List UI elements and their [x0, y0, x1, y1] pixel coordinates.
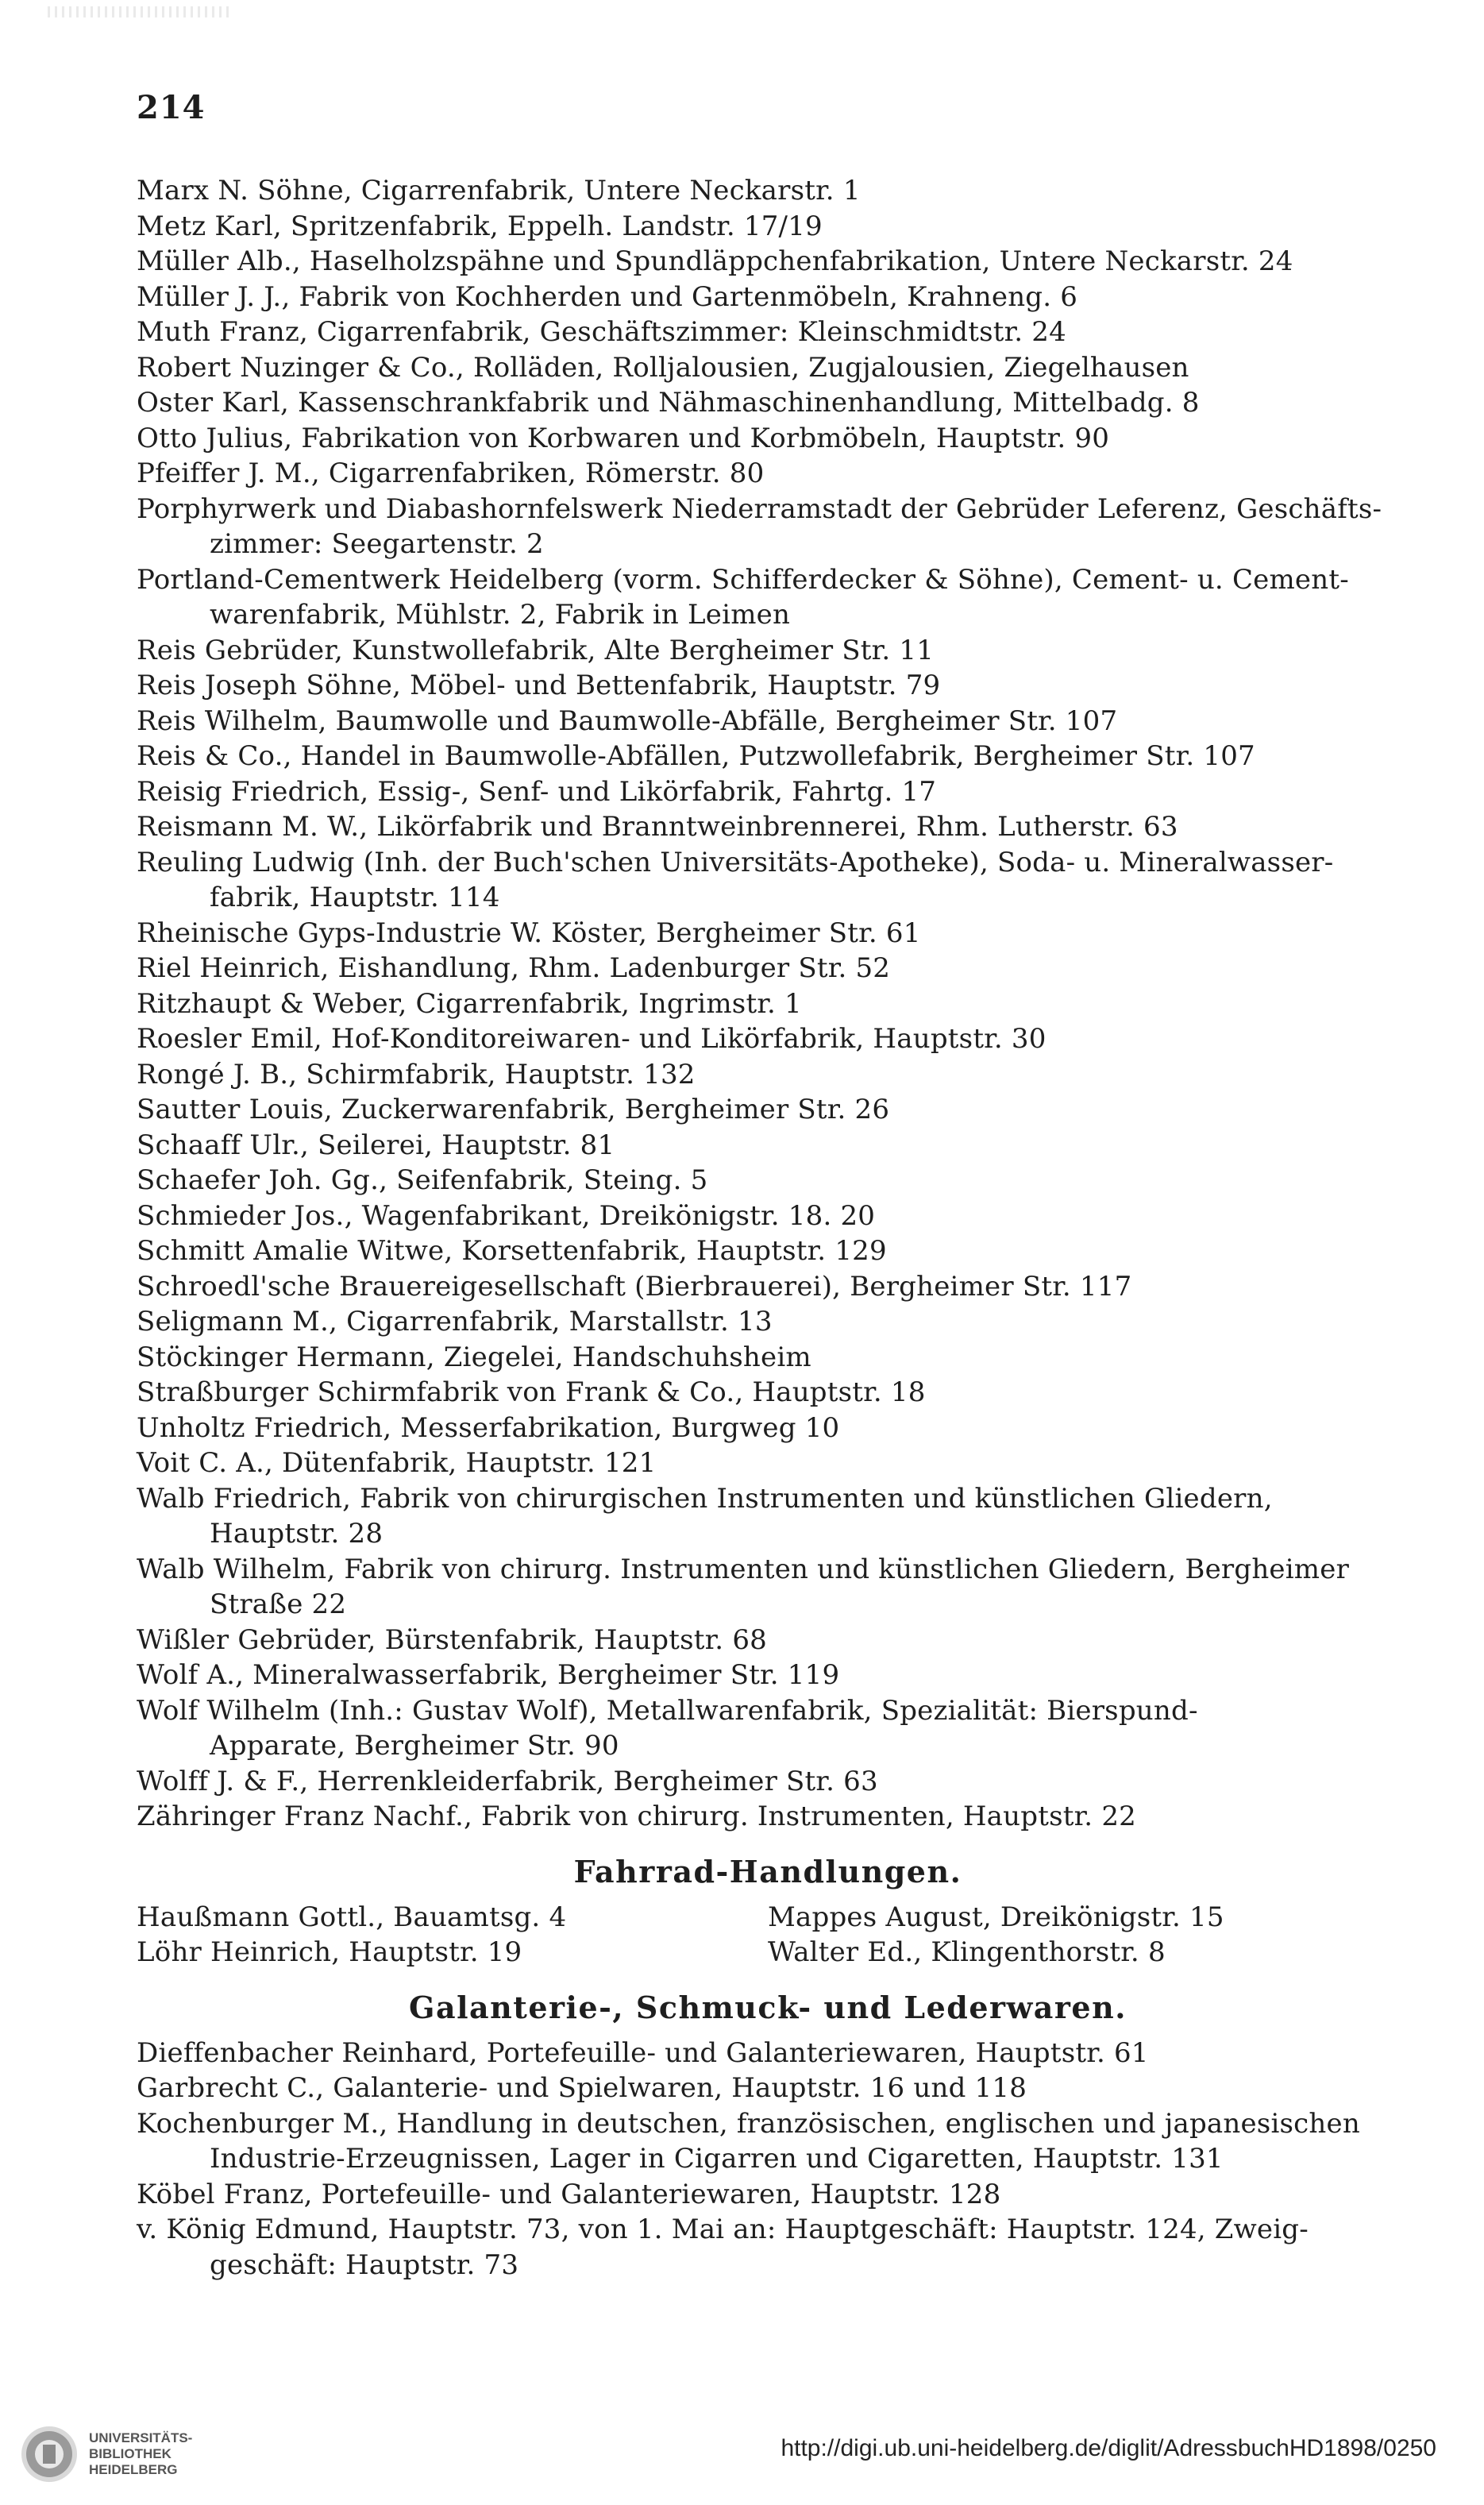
directory-entry — [137, 1658, 1399, 1693]
footer — [0, 2418, 1484, 2505]
directory-entry — [137, 1375, 1399, 1411]
directory-entry — [137, 2106, 1399, 2177]
entry-text: Marx N. Söhne, Cigarrenfabrik, Untere Neckarstr. 1 — [137, 175, 861, 206]
directory-entry — [137, 280, 1399, 315]
entry-text: Müller J. J., Fabrik von Kochherden und Gartenmöbeln, Krahneng. 6 — [137, 280, 1078, 313]
directory-entry — [137, 1021, 1399, 1057]
bicycle-dealers-left-column — [137, 1900, 768, 1970]
directory-entry — [137, 809, 1399, 845]
bicycle-dealer-entry: Haußmann Gottl., Bauamtsg. 4 — [137, 1901, 567, 1933]
directory-entry — [137, 1623, 1399, 1658]
entry-text: Walb Wilhelm, Fabrik von chirurg. Instrumenten und künstlichen Gliedern, Bergheimer — [137, 1553, 1350, 1585]
bicycle-dealer-entry: Löhr Heinrich, Hauptstr. 19 — [137, 1936, 522, 1968]
bicycle-dealers-right-column — [768, 1900, 1399, 1970]
section-heading-galanterie: Galanterie-, Schmuck- und Lederwaren. — [409, 1989, 1127, 2025]
entry-text: Garbrecht C., Galanterie- und Spielwaren, Hauptstr. 16 und 118 — [137, 2072, 1027, 2104]
scan-edge-artifact — [48, 6, 230, 17]
entry-text: Reis & Co., Handel in Baumwolle-Abfällen, Putzwollefabrik, Bergheimer Str. 107 — [137, 740, 1255, 772]
directory-entry — [137, 2036, 1399, 2071]
directory-entry — [137, 951, 1399, 986]
page-number: 214 — [137, 89, 206, 126]
directory-entry — [137, 421, 1399, 457]
entry-continuation: Straße 22 — [210, 1588, 347, 1620]
entry-text: Seligmann M., Cigarrenfabrik, Marstallstr. 13 — [137, 1306, 773, 1337]
directory-entry — [137, 2177, 1399, 2213]
directory-entry — [137, 1764, 1399, 1800]
entry-text: v. König Edmund, Hauptstr. 73, von 1. Mai an: Hauptgeschäft: Hauptstr. 124, Zweig- — [137, 2214, 1309, 2245]
entry-text: Wolf Wilhelm (Inh.: Gustav Wolf), Metallwarenfabrik, Spezialität: Bierspund- — [137, 1694, 1198, 1727]
entry-continuation: warenfabrik, Mühlstr. 2, Fabrik in Leimen — [210, 599, 791, 631]
directory-entry — [137, 1233, 1399, 1269]
entry-text: Otto Julius, Fabrikation von Korbwaren und Korbmöbeln, Hauptstr. 90 — [137, 422, 1110, 454]
entry-continuation: Hauptstr. 28 — [210, 1518, 384, 1550]
entry-text: Wolf A., Mineralwasserfabrik, Bergheimer Str. 119 — [137, 1659, 840, 1691]
entry-text: Schmitt Amalie Witwe, Korsettenfabrik, Hauptstr. 129 — [137, 1235, 887, 1267]
directory-entry — [137, 668, 1399, 704]
entry-text: Schaaff Ulr., Seilerei, Hauptstr. 81 — [137, 1129, 615, 1161]
entry-text: Rheinische Gyps-Industrie W. Köster, Bergheimer Str. 61 — [137, 917, 921, 949]
directory-entry — [137, 1445, 1399, 1481]
directory-entry — [137, 1198, 1399, 1234]
source-url-link[interactable]: http://digi.ub.uni-heidelberg.de/diglit/AdressbuchHD1898/0250 — [781, 2435, 1436, 2461]
entry-text: Porphyrwerk und Diabashornfelswerk Niederramstadt der Gebrüder Leferenz, Geschäfts- — [137, 492, 1382, 525]
entry-text: Oster Karl, Kassenschrankfabrik und Nähmaschinenhandlung, Mittelbadg. 8 — [137, 387, 1200, 419]
entry-text: Walb Friedrich, Fabrik von chirurgischen Instrumenten und künstlichen Gliedern, — [137, 1482, 1273, 1515]
directory-entry — [137, 562, 1399, 633]
entry-text: Reuling Ludwig (Inh. der Buch'schen Universitäts-Apotheke), Soda- u. Mineralwasser- — [137, 846, 1334, 878]
entry-text: Sautter Louis, Zuckerwarenfabrik, Bergheimer Str. 26 — [137, 1094, 890, 1125]
library-name — [89, 2430, 192, 2478]
directory-entry — [137, 1799, 1399, 1835]
directory-entry — [137, 704, 1399, 739]
entry-text: Metz Karl, Spritzenfabrik, Eppelh. Landstr. 17/19 — [137, 210, 823, 242]
library-name-line: BIBLIOTHEK — [89, 2446, 172, 2461]
entry-text: Reismann M. W., Likörfabrik und Branntweinbrennerei, Rhm. Lutherstr. 63 — [137, 811, 1178, 843]
directory-entry — [137, 916, 1399, 951]
entry-text: Roesler Emil, Hof-Konditoreiwaren- und Likörfabrik, Hauptstr. 30 — [137, 1023, 1047, 1055]
directory-entry — [137, 633, 1399, 669]
directory-entry — [137, 2071, 1399, 2106]
bicycle-dealer-entry: Walter Ed., Klingenthorstr. 8 — [768, 1936, 1166, 1968]
directory-entry — [137, 1340, 1399, 1376]
entry-continuation: fabrik, Hauptstr. 114 — [210, 882, 500, 913]
entry-text: Muth Franz, Cigarrenfabrik, Geschäftszimmer: Kleinschmidtstr. 24 — [137, 316, 1066, 348]
library-logo — [19, 2424, 192, 2484]
directory-entry — [137, 1693, 1399, 1764]
directory-entry — [137, 774, 1399, 810]
library-name-line: UNIVERSITÄTS- — [89, 2430, 193, 2445]
entry-text: Stöckinger Hermann, Ziegelei, Handschuhsheim — [137, 1341, 811, 1373]
entry-text: Köbel Franz, Portefeuille- und Galanteriewaren, Hauptstr. 128 — [137, 2178, 1001, 2210]
directory-entry — [137, 1057, 1399, 1093]
directory-entry — [137, 385, 1399, 421]
directory-entry — [137, 2212, 1399, 2283]
directory-entry — [137, 173, 1399, 209]
entry-text: Reis Gebrüder, Kunstwollefabrik, Alte Bergheimer Str. 11 — [137, 634, 935, 666]
directory-entry — [137, 1092, 1399, 1128]
directory-entry — [137, 350, 1399, 386]
entry-continuation: Apparate, Bergheimer Str. 90 — [210, 1730, 619, 1762]
directory-entry — [137, 315, 1399, 350]
directory-column — [137, 173, 1399, 2283]
directory-entry — [137, 244, 1399, 280]
entry-text: Schmieder Jos., Wagenfabrikant, Dreikönigstr. 18. 20 — [137, 1199, 876, 1232]
directory-entry — [137, 1163, 1399, 1198]
entry-text: Zähringer Franz Nachf., Fabrik von chirurg. Instrumenten, Hauptstr. 22 — [137, 1801, 1136, 1832]
directory-entry — [137, 456, 1399, 492]
directory-entry — [137, 1481, 1399, 1552]
directory-entry — [137, 845, 1399, 916]
entry-text: Müller Alb., Haselholzspähne und Spundläppchenfabrikation, Untere Neckarstr. 24 — [137, 245, 1293, 277]
entry-text: Wolff J. & F., Herrenkleiderfabrik, Bergheimer Str. 63 — [137, 1765, 878, 1797]
entry-text: Voit C. A., Dütenfabrik, Hauptstr. 121 — [137, 1447, 657, 1479]
entry-text: Reisig Friedrich, Essig-, Senf- und Likörfabrik, Fahrtg. 17 — [137, 775, 937, 808]
library-seal-icon — [19, 2424, 79, 2484]
directory-entry — [137, 1269, 1399, 1305]
entry-text: Schaefer Joh. Gg., Seifenfabrik, Steing. 5 — [137, 1164, 708, 1196]
library-name-line: HEIDELBERG — [89, 2462, 178, 2477]
entry-text: Portland-Cementwerk Heidelberg (vorm. Schifferdecker & Söhne), Cement- u. Cement- — [137, 563, 1349, 596]
bicycle-dealers-list — [137, 1900, 1399, 1970]
entry-text: Robert Nuzinger & Co., Rolläden, Rolljalousien, Zugjalousien, Ziegelhausen — [137, 351, 1189, 384]
entry-text: Schroedl'sche Brauereigesellschaft (Bierbrauerei), Bergheimer Str. 117 — [137, 1270, 1132, 1303]
directory-entry — [137, 492, 1399, 562]
directory-entry — [137, 739, 1399, 774]
entry-continuation: Industrie-Erzeugnissen, Lager in Cigarren und Cigaretten, Hauptstr. 131 — [210, 2143, 1224, 2175]
directory-entry — [137, 986, 1399, 1022]
directory-entry — [137, 1411, 1399, 1446]
entry-text: Dieffenbacher Reinhard, Portefeuille- und Galanteriewaren, Hauptstr. 61 — [137, 2036, 1149, 2069]
entry-text: Rongé J. B., Schirmfabrik, Hauptstr. 132 — [137, 1058, 696, 1090]
entry-text: Wißler Gebrüder, Bürstenfabrik, Hauptstr. 68 — [137, 1623, 767, 1656]
directory-entry — [137, 1304, 1399, 1340]
entry-text: Kochenburger M., Handlung in deutschen, französischen, englischen und japanesischen — [137, 2107, 1360, 2140]
entry-text: Reis Joseph Söhne, Möbel- und Bettenfabrik, Hauptstr. 79 — [137, 670, 941, 701]
bicycle-dealer-entry: Mappes August, Dreikönigstr. 15 — [768, 1901, 1224, 1933]
entry-continuation: zimmer: Seegartenstr. 2 — [210, 528, 544, 560]
entry-continuation: geschäft: Hauptstr. 73 — [210, 2248, 519, 2281]
entry-text: Riel Heinrich, Eishandlung, Rhm. Ladenburger Str. 52 — [137, 952, 891, 984]
directory-entry — [137, 1128, 1399, 1164]
directory-entry — [137, 209, 1399, 245]
entry-text: Pfeiffer J. M., Cigarrenfabriken, Römerstr. 80 — [137, 457, 765, 489]
entry-text: Ritzhaupt & Weber, Cigarrenfabrik, Ingrimstr. 1 — [137, 987, 802, 1020]
directory-entry — [137, 1552, 1399, 1623]
section-heading-bicycles: Fahrrad-Handlungen. — [573, 1853, 962, 1889]
entry-text: Straßburger Schirmfabrik von Frank & Co., Hauptstr. 18 — [137, 1376, 926, 1408]
entry-text: Reis Wilhelm, Baumwolle und Baumwolle-Abfälle, Bergheimer Str. 107 — [137, 704, 1118, 737]
galanterie-entry-list — [137, 2036, 1399, 2283]
business-entry-list — [137, 173, 1399, 1835]
entry-text: Unholtz Friedrich, Messerfabrikation, Burgweg 10 — [137, 1411, 840, 1444]
